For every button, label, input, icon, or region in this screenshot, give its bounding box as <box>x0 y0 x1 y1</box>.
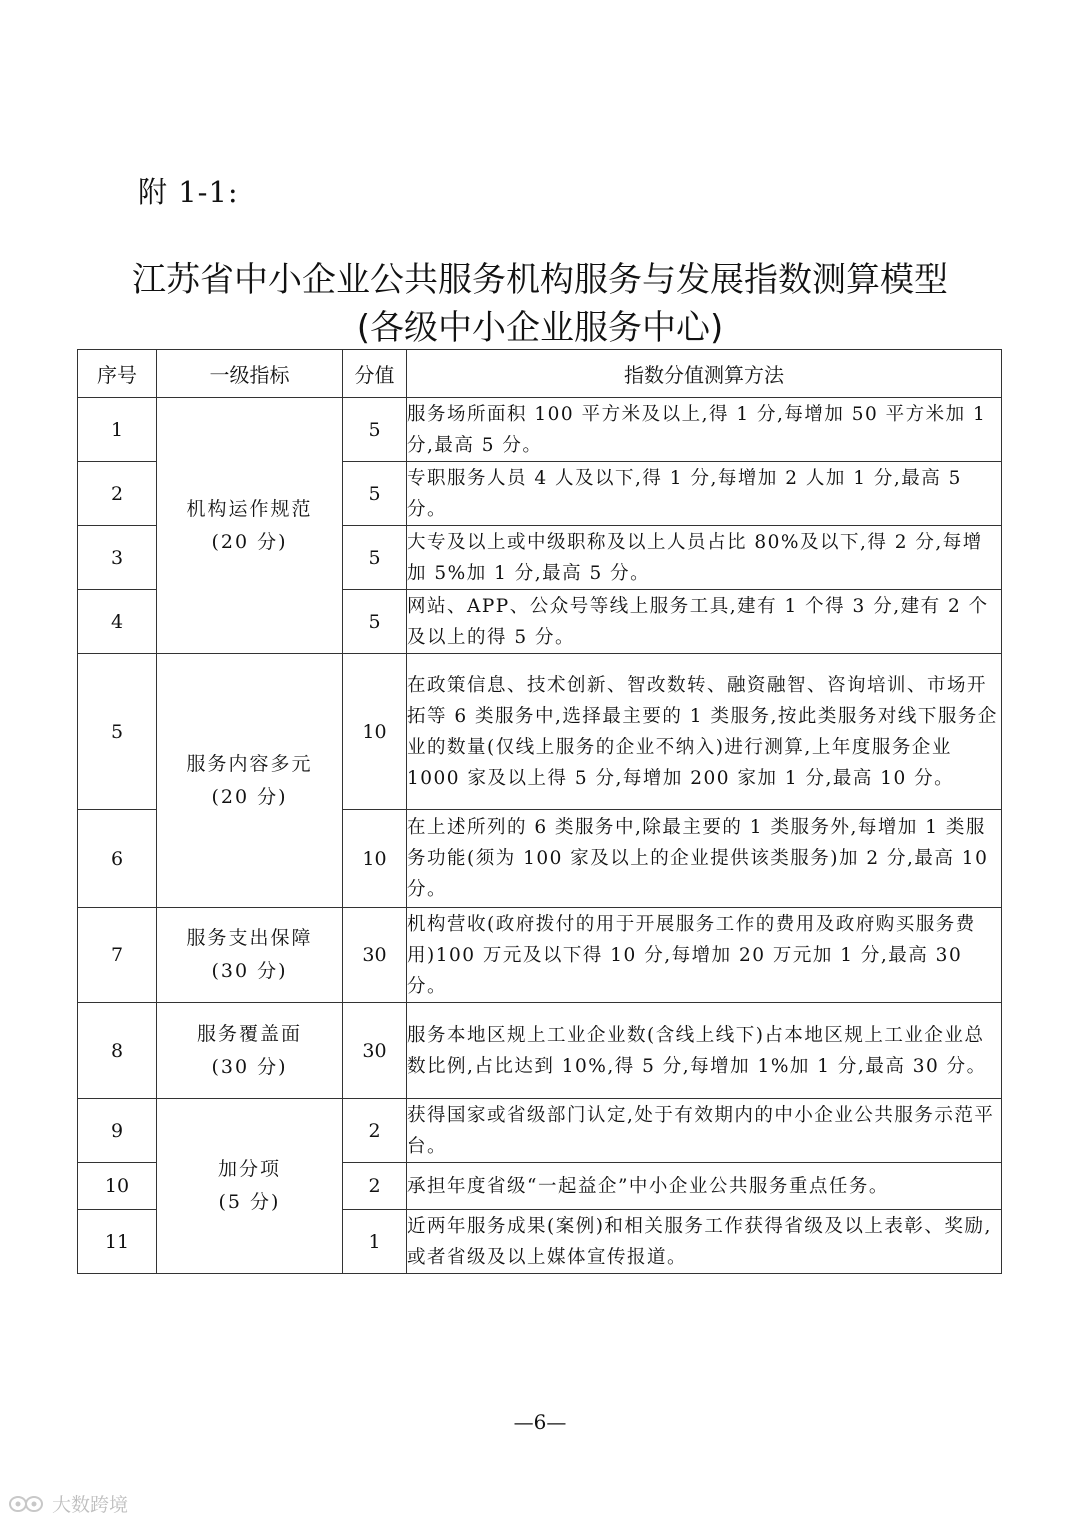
row-points: 5 <box>343 590 407 654</box>
row-number: 9 <box>78 1099 157 1163</box>
row-points: 10 <box>343 810 407 908</box>
table-row <box>78 398 1002 462</box>
indicator-name: 服务支出保障 <box>186 927 313 949</box>
watermark <box>8 1490 128 1517</box>
header-method: 指数分值测算方法 <box>407 350 1002 398</box>
row-method: 在政策信息、技术创新、智改数转、融资融智、咨询培训、市场开拓等 6 类服务中,选择最主要的 1 类服务,按此类服务对线下服务企业的数量(仅线上服务的企业不纳入)进行测算,上年度服务企业 1000 家及以上得 5 分,每增加 200 家加 1 分,最高 10 分。 <box>407 654 1002 810</box>
indicator-group-expenditure <box>157 908 343 1003</box>
table-header-row <box>78 350 1002 398</box>
indicator-score: (30 分) <box>211 960 288 982</box>
watermark-logo-icon <box>8 1494 46 1514</box>
indicator-group-bonus <box>157 1099 343 1274</box>
row-number: 8 <box>78 1003 157 1099</box>
row-points: 10 <box>343 654 407 810</box>
indicator-name: 服务内容多元 <box>186 752 313 775</box>
indicator-group-operation <box>157 398 343 654</box>
indicator-name: 加分项 <box>217 1158 281 1180</box>
appendix-label: 附 1-1: <box>138 175 239 209</box>
document-subtitle: (各级中小企业服务中心) <box>356 308 724 348</box>
page-number: —6— <box>513 1410 567 1434</box>
table-row <box>78 654 1002 810</box>
row-points: 5 <box>343 462 407 526</box>
header-indicator: 一级指标 <box>157 350 343 398</box>
indicator-group-content <box>157 654 343 908</box>
row-points: 1 <box>343 1210 407 1274</box>
row-number: 2 <box>78 462 157 526</box>
row-method: 大专及以上或中级职称及以上人员占比 80%及以下,得 2 分,每增加 5%加 1 分,最高 5 分。 <box>407 526 1002 590</box>
document-title: 江苏省中小企业公共服务机构服务与发展指数测算模型 <box>132 260 948 300</box>
row-points: 30 <box>343 908 407 1003</box>
row-method: 机构营收(政府拨付的用于开展服务工作的费用及政府购买服务费用)100 万元及以下得 10 分,每增加 20 万元加 1 分,最高 30 分。 <box>407 908 1002 1003</box>
row-points: 30 <box>343 1003 407 1099</box>
watermark-text: 大数跨境 <box>52 1494 129 1516</box>
row-number: 1 <box>78 398 157 462</box>
row-number: 4 <box>78 590 157 654</box>
row-number: 11 <box>78 1210 157 1274</box>
header-points: 分值 <box>343 350 407 398</box>
row-method: 获得国家或省级部门认定,处于有效期内的中小企业公共服务示范平台。 <box>407 1099 1002 1163</box>
row-points: 5 <box>343 398 407 462</box>
row-method: 服务本地区规上工业企业数(含线上线下)占本地区规上工业企业总数比例,占比达到 10%,得 5 分,每增加 1%加 1 分,最高 30 分。 <box>407 1003 1002 1099</box>
table-row <box>78 1003 1002 1099</box>
indicator-score: (5 分) <box>218 1191 281 1213</box>
row-method: 专职服务人员 4 人及以下,得 1 分,每增加 2 人加 1 分,最高 5 分。 <box>407 462 1002 526</box>
row-method: 近两年服务成果(案例)和相关服务工作获得省级及以上表彰、奖励,或者省级及以上媒体宣传报道。 <box>407 1210 1002 1274</box>
row-method: 在上述所列的 6 类服务中,除最主要的 1 类服务外,每增加 1 类服务功能(须为 100 家及以上的企业提供该类服务)加 2 分,最高 10 分。 <box>407 810 1002 908</box>
row-method: 承担年度省级“一起益企”中小企业公共服务重点任务。 <box>407 1163 1002 1210</box>
row-number: 6 <box>78 810 157 908</box>
row-method: 网站、APP、公众号等线上服务工具,建有 1 个得 3 分,建有 2 个及以上的得 5 分。 <box>407 590 1002 654</box>
scoring-model-table <box>77 349 1002 1274</box>
row-points: 5 <box>343 526 407 590</box>
row-number: 5 <box>78 654 157 810</box>
row-number: 7 <box>78 908 157 1003</box>
row-number: 10 <box>78 1163 157 1210</box>
table-row <box>78 1099 1002 1163</box>
indicator-name: 服务覆盖面 <box>196 1022 302 1045</box>
indicator-score: (30 分) <box>211 1055 288 1078</box>
indicator-score: (20 分) <box>211 785 288 808</box>
row-number: 3 <box>78 526 157 590</box>
table-row <box>78 908 1002 1003</box>
row-method: 服务场所面积 100 平方米及以上,得 1 分,每增加 50 平方米加 1 分,最高 5 分。 <box>407 398 1002 462</box>
header-serial: 序号 <box>78 350 157 398</box>
row-points: 2 <box>343 1099 407 1163</box>
row-points: 2 <box>343 1163 407 1210</box>
indicator-score: (20 分) <box>211 530 288 553</box>
indicator-name: 机构运作规范 <box>186 497 313 520</box>
indicator-group-coverage <box>157 1003 343 1099</box>
